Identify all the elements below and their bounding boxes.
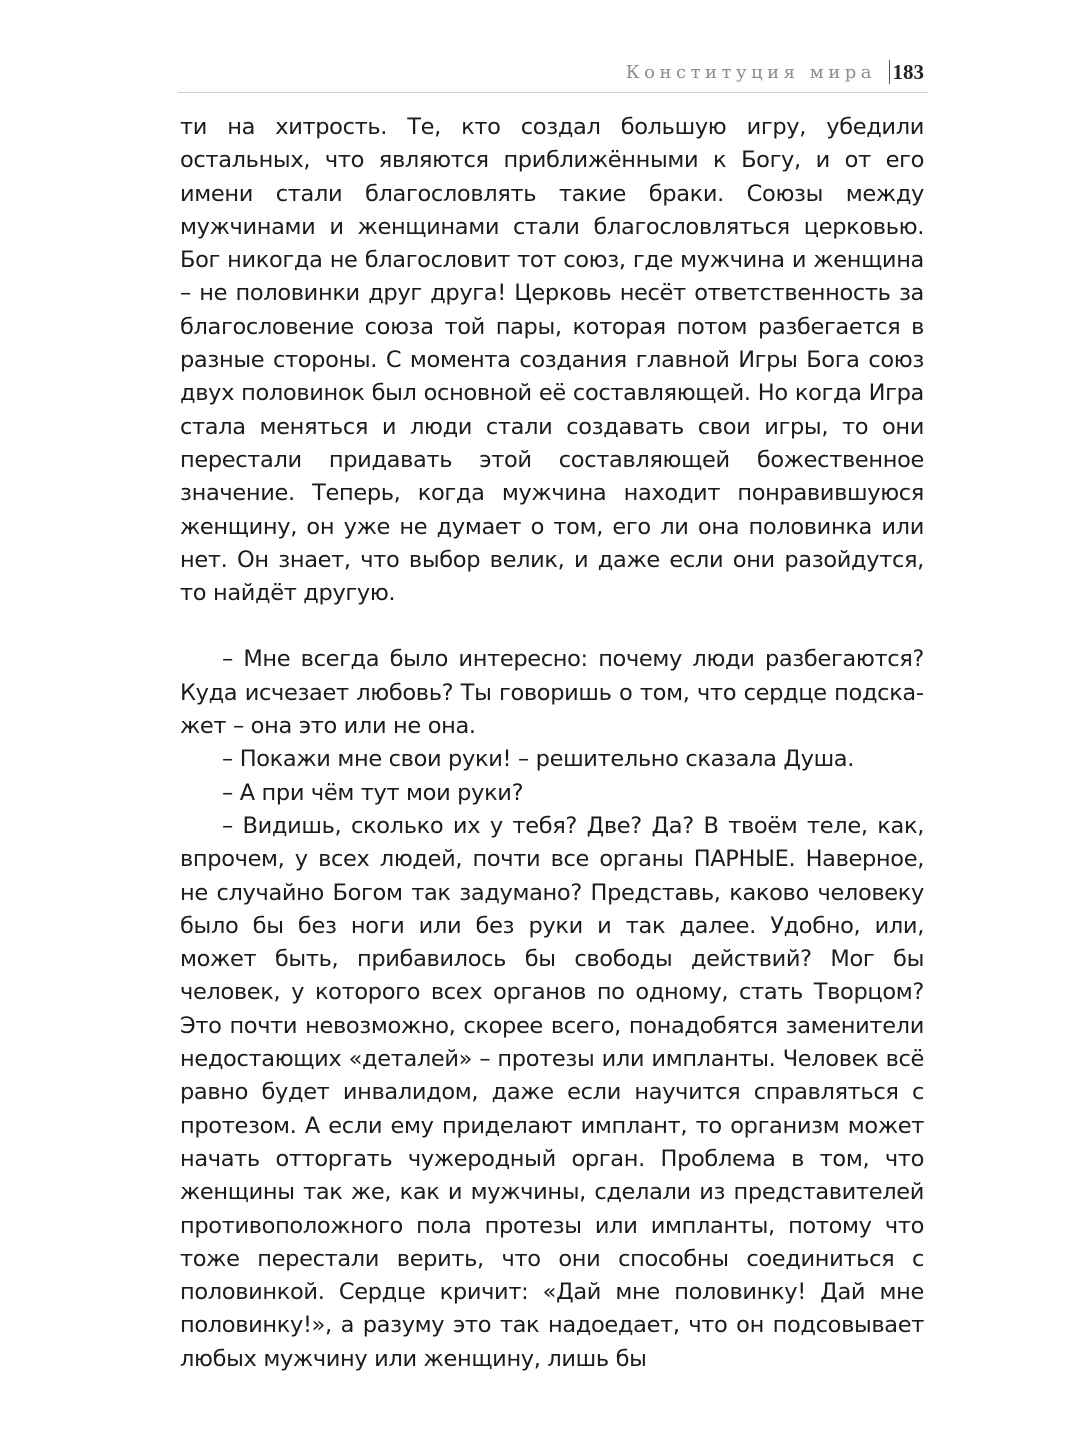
paragraph-dialogue-explanation: – Видишь, сколько их у тебя? Две? Да? В твоём теле, как, впрочем, у всех людей, почти все органы ПАРНЫЕ. Наверное, не случайно Богом так задумано? Представь, каково человеку было бы без ноги или без руки и так далее. Удобно, или, может быть, прибавилось бы свободы действий? Мог бы человек, у которого всех органов по одному, стать Творцом? Это почти невозможно, скорее всего, понадобятся заменители недостающих «деталей» – протезы или импланты. Человек всё равно будет инвалидом, даже если научится справляться с протезом. А если ему приделают имплант, то организм может начать отторгать чужеродный орган. Проблема в том, что женщины так же, как и мужчины, сделали из представителей противоположного пола протезы или импланты, потому что тоже перестали верить, что они способны соединиться с половинкой. Сердце кричит: «Дай мне половинку! Дай мне половинку!», а разуму это так надоедает, что он подсовывает любых мужчину или женщину, лишь бы [180, 812, 924, 1372]
paragraph-dialogue-hands: – Покажи мне свои руки! – решительно сказала Душа. [222, 746, 855, 773]
paragraph-narration: ти на хитрость. Те, кто создал большую игру, убедили остальных, что являются приближёнными к Богу, и от его имени стали благословлять такие браки. Союзы между мужчинами и женщинами стали благословляться церковью. Бог никогда не благословит тот союз, где мужчина и женщина – не половинки друг друга! Церковь несёт ответственность за благословение союза той пары, которая потом разбегается в разные стороны. С момента создания главной Игры Бога союз двух половинок был основной её составляющей. Но когда Игра стала меняться и люди стали создавать свои игры, то они перестали придавать этой составляющей божественное значение. Теперь, когда мужчина находит понравившуюся женщину, он уже не думает о том, его ли она половинка или нет. Он знает, что выбор велик, и даже если они разойдутся, то найдёт другую. [180, 114, 924, 607]
paragraph-dialogue-question: – Мне всегда было интересно: почему люди разбегаются? Куда исчезает любовь? Ты говоришь о том, что сердце подскажет – она это или не она. [180, 646, 924, 740]
header-separator [889, 60, 890, 84]
running-header [178, 56, 928, 93]
running-title: Конституция мира [625, 62, 876, 83]
page-number: 183 [892, 60, 924, 84]
paragraph-dialogue-reply: – А при чём тут мои руки? [222, 779, 524, 806]
page-body [180, 111, 924, 1376]
